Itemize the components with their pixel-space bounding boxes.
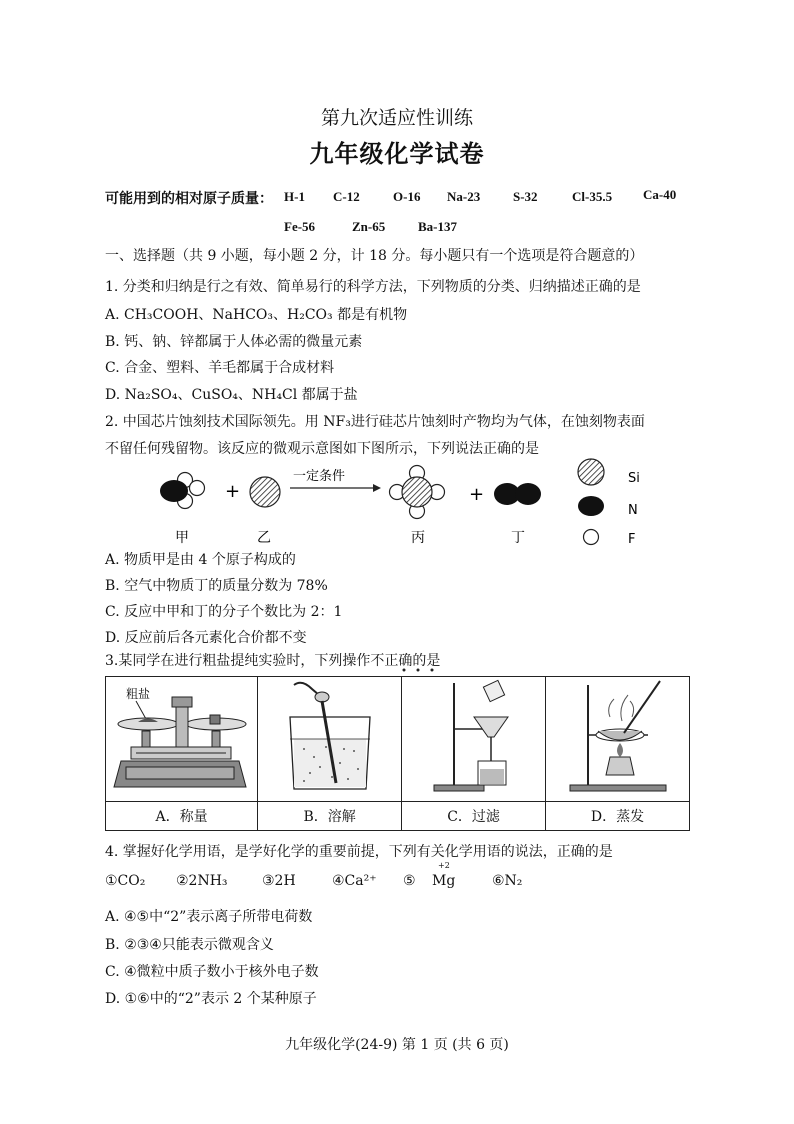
- arrow-head: [373, 484, 381, 492]
- legend-f-atom: [584, 530, 599, 545]
- q1-option-c: C. 合金、塑料、羊毛都属于合成材料: [105, 360, 335, 376]
- q4-valence-mark: +2: [438, 861, 450, 870]
- q2-stem-line2: 不留任何残留物。该反应的微观示意图如下图所示，下列说法正确的是: [105, 441, 539, 457]
- image-weighing: [106, 677, 258, 802]
- legend-n-atom: [578, 496, 604, 516]
- atomic-mass-item: Fe-56: [284, 219, 316, 234]
- q4-option-b: B. ②③④只能表示微观含义: [105, 937, 274, 953]
- atomic-mass-item: Ba-137: [418, 219, 457, 234]
- image-dissolving: [258, 677, 402, 802]
- q1-option-a: A. CH₃COOH、NaHCO₃、H₂CO₃ 都是有机物: [105, 307, 408, 323]
- exam-title: 第九次适应性训练: [320, 107, 473, 129]
- molecule-jia: [160, 473, 205, 509]
- atomic-mass-item: S-32: [513, 189, 538, 204]
- atomic-mass-item: Ca-40: [643, 187, 677, 202]
- q1-stem: 1. 分类和归纳是行之有效、简单易行的科学方法，下列物质的分类、归纳描述正确的是: [105, 279, 641, 295]
- atomic-mass-item: C-12: [333, 189, 360, 204]
- q4-symbol-5: ⑤: [403, 873, 416, 889]
- image-evaporating: [546, 677, 690, 802]
- label-jia: 甲: [175, 530, 189, 546]
- molecule-ding: [494, 483, 541, 505]
- caption-a: A．称量: [106, 802, 258, 831]
- q4-symbol-5-mg: Mg: [432, 873, 456, 889]
- atomic-mass-label: 可能用到的相对原子质量：: [105, 191, 273, 207]
- exam-subtitle: 九年级化学试卷: [309, 139, 485, 168]
- q4-symbol-6: ⑥N₂: [492, 873, 523, 889]
- q4-stem: 4. 掌握好化学用语，是学好化学的重要前提，下列有关化学用语的说法，正确的是: [105, 844, 613, 860]
- evaporation-icon: [548, 677, 688, 797]
- q3-stem: 3.某同学在进行粗盐提纯实验时，下列操作不正确的是: [105, 653, 441, 669]
- q2-option-c: C. 反应中甲和丁的分子个数比为 2：1: [105, 604, 343, 620]
- section-heading: 一、选择题（共 9 小题，每小题 2 分，计 18 分。每小题只有一个选项是符合题意的）: [105, 248, 644, 264]
- legend-f-label: F: [628, 532, 636, 547]
- plus-sign-1: +: [225, 481, 241, 502]
- q1-option-d: D. Na₂SO₄、CuSO₄、NH₄Cl 都属于盐: [105, 387, 358, 403]
- atomic-mass-item: Zn-65: [352, 219, 386, 234]
- q4-option-d: D. ①⑥中的“2”表示 2 个某种原子: [105, 991, 317, 1007]
- q4-symbol-2: ②2NH₃: [176, 873, 228, 889]
- atomic-mass-item: H-1: [284, 189, 305, 204]
- beaker-icon: [260, 677, 400, 797]
- label-ding: 丁: [511, 530, 525, 546]
- q4-symbol-1: ①CO₂: [105, 873, 146, 889]
- q2-stem-line1: 2. 中国芯片蚀刻技术国际领先。用 NF₃进行硅芯片蚀刻时产物均为气体，在蚀刻物表面: [105, 414, 645, 430]
- salt-label: 粗盐: [126, 687, 151, 701]
- q4-symbol-4: ④Ca²⁺: [332, 873, 377, 889]
- label-yi: 乙: [257, 530, 271, 546]
- q1-option-b: B. 钙、钠、锌都属于人体必需的微量元素: [105, 334, 363, 350]
- q2-option-d: D. 反应前后各元素化合价都不变: [105, 630, 307, 646]
- filter-icon: [404, 677, 544, 797]
- atomic-mass-item: Na-23: [447, 189, 481, 204]
- caption-d: D．蒸发: [546, 802, 690, 831]
- reaction-diagram: [145, 458, 665, 548]
- experiment-table: [105, 676, 690, 831]
- emphasis-dots: [400, 667, 440, 673]
- q2-option-a: A. 物质甲是由 4 个原子构成的: [105, 552, 296, 568]
- molecule-bing: [390, 466, 445, 519]
- legend-n-label: N: [628, 503, 638, 518]
- image-filtering: [402, 677, 546, 802]
- atomic-mass-item: O-16: [393, 189, 421, 204]
- plus-sign-2: +: [469, 484, 485, 505]
- atomic-mass-item: Cl-35.5: [572, 189, 613, 204]
- label-bing: 丙: [411, 530, 425, 546]
- q4-symbol-3: ③2H: [262, 873, 296, 889]
- q2-option-b: B. 空气中物质丁的质量分数为 78%: [105, 578, 328, 594]
- atom-yi: [250, 477, 280, 507]
- page-footer: 九年级化学(24-9) 第 1 页 (共 6 页): [285, 1037, 509, 1053]
- q4-option-a: A. ④⑤中“2”表示离子所带电荷数: [105, 909, 313, 925]
- legend-si-atom: [578, 459, 604, 485]
- caption-b: B．溶解: [258, 802, 402, 831]
- caption-c: C．过滤: [402, 802, 546, 831]
- legend-si-label: Si: [628, 471, 640, 486]
- q4-option-c: C. ④微粒中质子数小于核外电子数: [105, 964, 319, 980]
- reaction-condition: 一定条件: [293, 469, 346, 484]
